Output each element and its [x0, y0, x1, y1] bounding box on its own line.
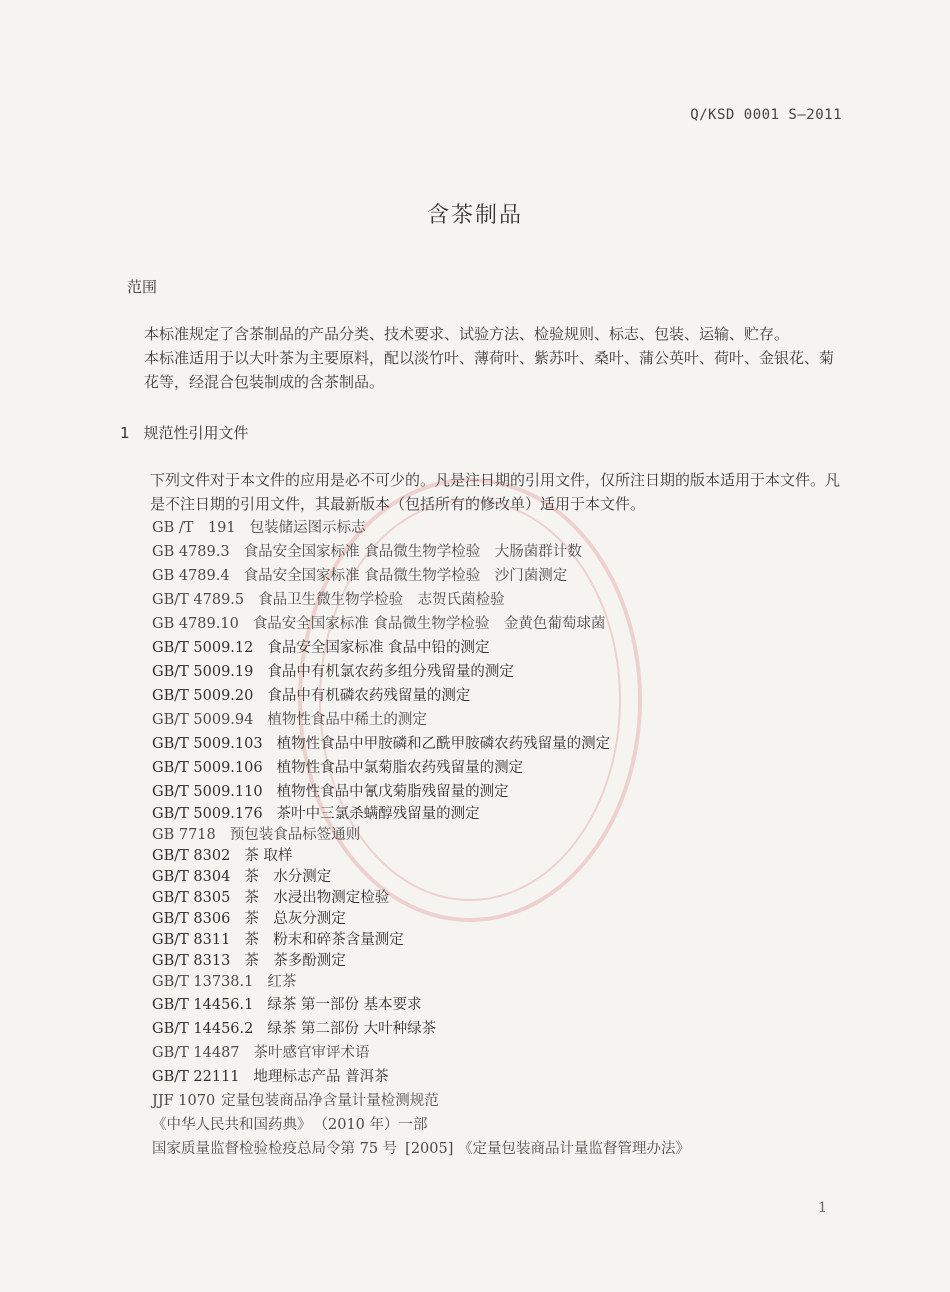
reference-code: GB 7718 [152, 827, 216, 843]
reference-code: GB/T 5009.20 [152, 688, 254, 704]
reference-code: 《中华人民共和国药典》 [152, 1117, 312, 1133]
reference-title: 包装储运图示标志 [249, 520, 366, 536]
reference-title: 预包装食品标签通则 [229, 827, 361, 843]
reference-title: 绿茶 第一部份 基本要求 [267, 997, 422, 1013]
reference-title: 植物性食品中稀土的测定 [267, 712, 427, 728]
scope-paragraph-2-text: 本标准适用于以大叶茶为主要原料，配以淡竹叶、薄荷叶、紫苏叶、桑叶、蒲公英叶、荷叶、金银花、菊花等，经混合包装制成的含茶制品。 [144, 349, 835, 391]
reference-title: 茶 粉末和碎茶含量测定 [244, 932, 404, 948]
reference-title: 植物性食品中甲胺磷和乙酰甲胺磷农药残留量的测定 [276, 736, 611, 752]
reference-item [152, 1065, 690, 1089]
reference-title: 植物性食品中氯菊脂农药残留量的测定 [276, 760, 524, 776]
reference-code: GB/T 14487 [152, 1045, 240, 1061]
reference-title: 植物性食品中氰戊菊脂残留量的测定 [276, 784, 509, 800]
reference-code: GB/T 5009.103 [152, 736, 263, 752]
reference-item [152, 612, 690, 636]
reference-code: GB/T 14456.2 [152, 1021, 254, 1037]
reference-item [152, 972, 690, 993]
reference-title: 茶 水浸出物测定检验 [244, 890, 390, 906]
reference-code: GB/T 5009.106 [152, 760, 263, 776]
reference-code: GB/T 5009.94 [152, 712, 254, 728]
section-1-number: 1 [120, 424, 130, 442]
reference-item [152, 564, 690, 588]
reference-item [152, 846, 690, 867]
reference-code: GB 4789.4 [152, 568, 230, 584]
reference-item [152, 780, 690, 804]
reference-code: GB/T 8311 [152, 932, 231, 948]
reference-item [152, 1017, 690, 1041]
reference-code: GB /T 191 [152, 520, 236, 536]
standard-code: Q/KSD 0001 S—2011 [690, 107, 842, 123]
scope-paragraph-1-text: 本标准规定了含茶制品的产品分类、技术要求、试验方法、检验规则、标志、包装、运输、贮存。 [144, 325, 790, 343]
reference-item [152, 930, 690, 951]
page-number: 1 [818, 1200, 827, 1216]
reference-title: 食品安全国家标准 食品微生物学检验 金黄色葡萄球菌 [252, 616, 606, 632]
reference-code: JJF 1070 [152, 1093, 216, 1109]
reference-title: 茶 茶多酚测定 [244, 953, 346, 969]
reference-title: 食品安全国家标准 食品微生物学检验 大肠菌群计数 [243, 544, 582, 560]
reference-title: 绿茶 第二部份 大叶种绿茶 [267, 1021, 437, 1037]
reference-item [152, 993, 690, 1017]
reference-title: 茶 水分测定 [244, 869, 332, 885]
reference-item [152, 951, 690, 972]
reference-item [152, 732, 690, 756]
reference-code: GB/T 8304 [152, 869, 231, 885]
reference-title: 食品安全国家标准 食品中铅的测定 [267, 640, 490, 656]
reference-code: GB/T 5009.19 [152, 664, 254, 680]
reference-item [152, 756, 690, 780]
reference-code: GB/T 8305 [152, 890, 231, 906]
reference-item [152, 684, 690, 708]
section-1-intro-text: 下列文件对于本文件的应用是必不可少的。凡是注日期的引用文件，仅所注日期的版本适用于本文件。凡是不注日期的引用文件，其最新版本（包括所有的修改单）适用于本文件。 [150, 471, 841, 513]
reference-title: 茶叶感官审评术语 [253, 1045, 370, 1061]
reference-item [152, 909, 690, 930]
reference-title: 红茶 [267, 974, 297, 990]
reference-title: 茶叶中三氯杀螨醇残留量的测定 [276, 806, 480, 822]
reference-title: （2010 年）一部 [313, 1117, 428, 1133]
reference-item [152, 1089, 690, 1113]
reference-title: 食品卫生微生物学检验 志贺氏菌检验 [258, 592, 505, 608]
reference-code: 国家质量监督检验检疫总局令第 75 号 [152, 1141, 398, 1157]
reference-code: GB 4789.10 [152, 616, 239, 632]
reference-title: 食品中有机氯农药多组分残留量的测定 [267, 664, 514, 680]
reference-item [152, 588, 690, 612]
reference-code: GB/T 4789.5 [152, 592, 245, 608]
reference-item [152, 867, 690, 888]
reference-title: 食品安全国家标准 食品微生物学检验 沙门菌测定 [243, 568, 568, 584]
reference-item [152, 540, 690, 564]
reference-code: GB 4789.3 [152, 544, 230, 560]
reference-code: GB/T 22111 [152, 1069, 240, 1085]
reference-code: GB/T 5009.176 [152, 806, 263, 822]
reference-code: GB/T 8302 [152, 848, 231, 864]
reference-item [152, 804, 690, 825]
reference-item [152, 1113, 690, 1137]
reference-code: GB/T 5009.12 [152, 640, 254, 656]
reference-list [152, 516, 690, 1161]
reference-code: GB/T 8306 [152, 911, 231, 927]
section-1-heading [120, 422, 249, 443]
reference-code: GB/T 14456.1 [152, 997, 254, 1013]
reference-title: 茶 取样 [244, 848, 293, 864]
document-title: 含茶制品 [426, 203, 523, 228]
reference-title: 茶 总灰分测定 [244, 911, 346, 927]
reference-item [152, 888, 690, 909]
scope-paragraph-2 [120, 346, 845, 394]
reference-item [152, 516, 690, 540]
reference-item [152, 1041, 690, 1065]
reference-code: GB/T 5009.110 [152, 784, 263, 800]
section-1-intro [120, 468, 845, 516]
reference-code: GB/T 8313 [152, 953, 231, 969]
reference-title: 地理标志产品 普洱茶 [253, 1069, 389, 1085]
reference-item [152, 1137, 690, 1161]
reference-item [152, 708, 690, 732]
reference-title: 食品中有机磷农药残留量的测定 [267, 688, 471, 704]
scope-heading: 范围 [127, 278, 158, 296]
scope-paragraph-1 [120, 322, 845, 346]
reference-code: GB/T 13738.1 [152, 974, 254, 990]
reference-item [152, 636, 690, 660]
reference-title: [2005] 《定量包装商品计量监督管理办法》 [405, 1141, 690, 1157]
reference-item [152, 660, 690, 684]
reference-title: 定量包装商品净含量计量检测规范 [221, 1093, 439, 1109]
reference-item [152, 825, 690, 846]
section-1-title: 规范性引用文件 [143, 424, 249, 442]
